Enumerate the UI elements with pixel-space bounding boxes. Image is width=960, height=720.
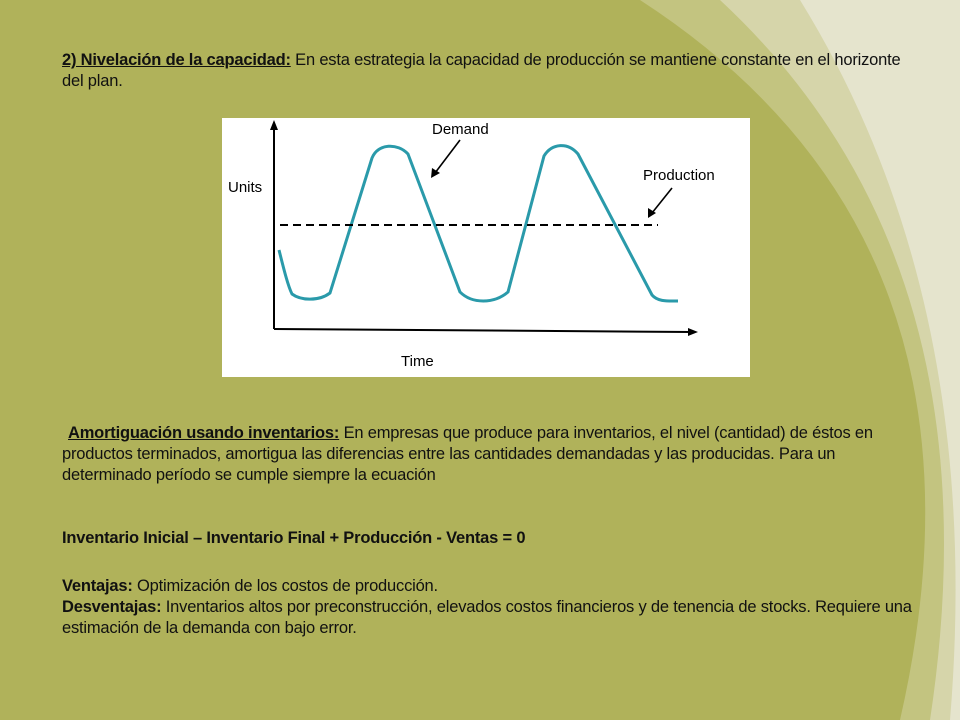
nivelacion-title: 2) Nivelación de la capacidad: xyxy=(62,51,291,69)
production-pointer xyxy=(652,188,672,213)
demand-pointer xyxy=(435,140,460,173)
ventajas-label: Ventajas: xyxy=(62,577,133,595)
time-axis-label: Time xyxy=(401,353,434,370)
desventajas-line xyxy=(62,597,912,639)
desventajas-text: Inventarios altos por preconstrucción, elevados costos financieros y de tenencia de stocks. Requiere una estimación de la demanda con bajo error. xyxy=(62,598,912,637)
x-axis-arrowhead xyxy=(688,328,698,336)
nivelacion-paragraph xyxy=(62,50,912,92)
pros-cons xyxy=(62,576,912,639)
x-axis xyxy=(274,329,692,332)
amortiguacion-paragraph xyxy=(62,423,912,486)
production-label: Production xyxy=(643,167,715,184)
amortiguacion-body: En empresas que produce para inventarios, el nivel (cantidad) de éstos en productos terminados, amortigua las diferencias entre las cantidades demandadas y las producidas. Para un determinado período se cumple siempre la ecuación xyxy=(62,424,873,484)
ventajas-text: Optimización de los costos de producción. xyxy=(132,577,438,595)
amortiguacion-title: Amortiguación usando inventarios: xyxy=(68,424,340,442)
ventajas-line xyxy=(62,576,912,597)
inventory-equation: Inventario Inicial – Inventario Final + Producción - Ventas = 0 xyxy=(62,529,526,547)
y-axis-arrowhead xyxy=(270,120,278,130)
demand-label: Demand xyxy=(432,121,489,138)
desventajas-label: Desventajas: xyxy=(62,598,162,616)
demand-production-figure xyxy=(222,118,750,377)
units-axis-label: Units xyxy=(228,179,263,196)
demand-production-chart xyxy=(222,118,750,377)
demand-curve xyxy=(279,146,678,301)
nivelacion-body: En esta estrategia la capacidad de producción se mantiene constante en el horizonte del plan. xyxy=(62,51,901,90)
